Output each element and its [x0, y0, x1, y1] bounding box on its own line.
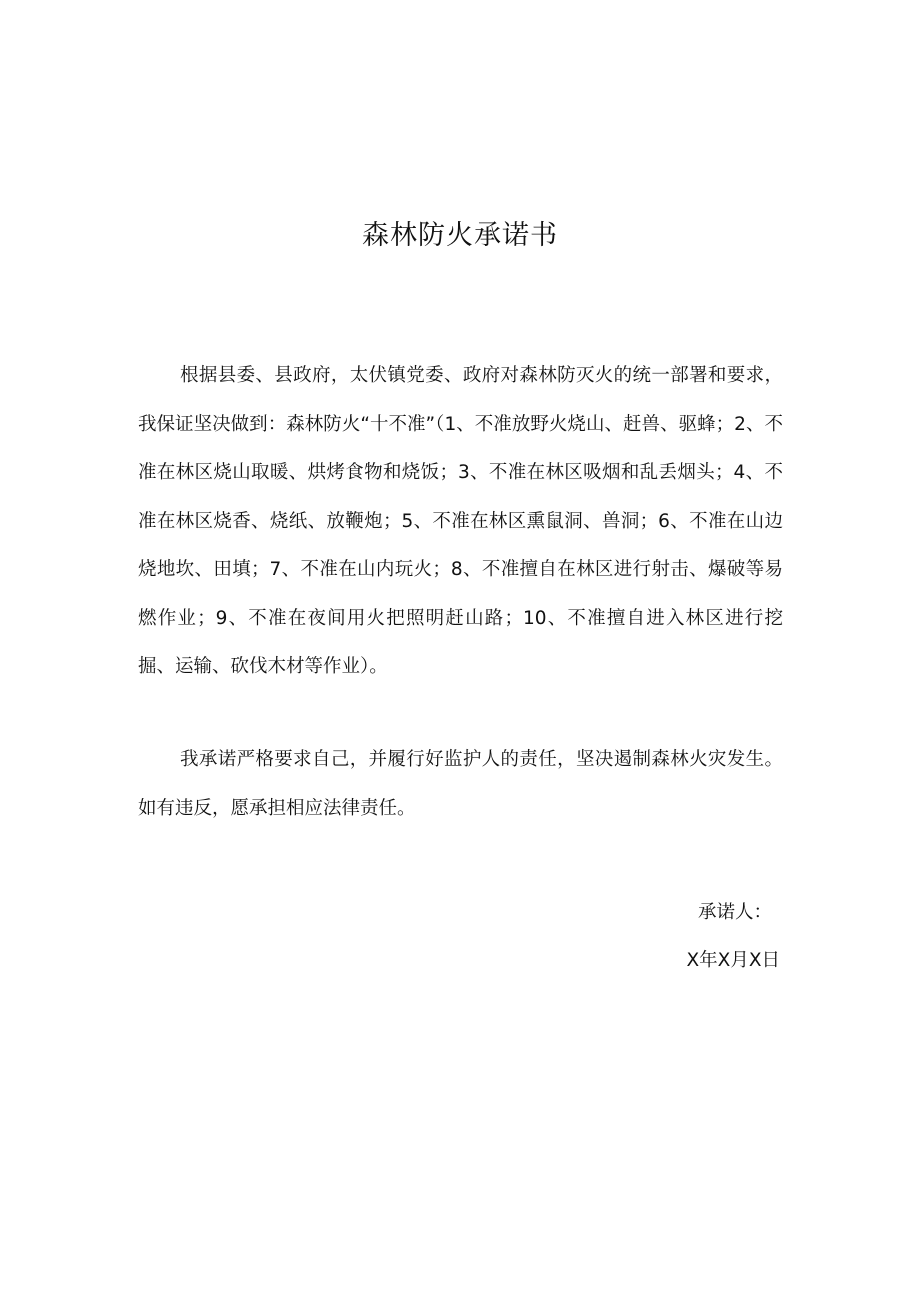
paragraph-block-1	[138, 352, 783, 692]
document-title: 森林防火承诺书	[362, 220, 558, 251]
paragraph-block-2	[138, 736, 783, 833]
signature-date: X年X月X日	[686, 950, 780, 971]
commitment-paragraph-rules: 根据县委、县政府，太伏镇党委、政府对森林防灭火的统一部署和要求，我保证坚决做到：森林防火“十不准”（1、不准放野火烧山、赶兽、驱蜂；2、不准在林区烧山取暖、烘烤食物和烧饭；3、不准在林区吸烟和乱丢烟头；4、不准在林区烧香、烧纸、放鞭炮；5、不准在林区熏鼠洞、兽洞；6、不准在山边烧地坎、田填；7、不准在山内玩火；8、不准擅自在林区进行射击、爆破等易燃作业；9、不准在夜间用火把照明赶山路；10、不准擅自进入林区进行挖掘、运输、砍伐木材等作业）。	[138, 365, 783, 677]
commitment-paragraph-pledge: 我承诺严格要求自己，并履行好监护人的责任，坚决遏制森林火灾发生。如有违反，愿承担相应法律责任。	[138, 749, 783, 819]
signer-label: 承诺人：	[697, 902, 772, 923]
